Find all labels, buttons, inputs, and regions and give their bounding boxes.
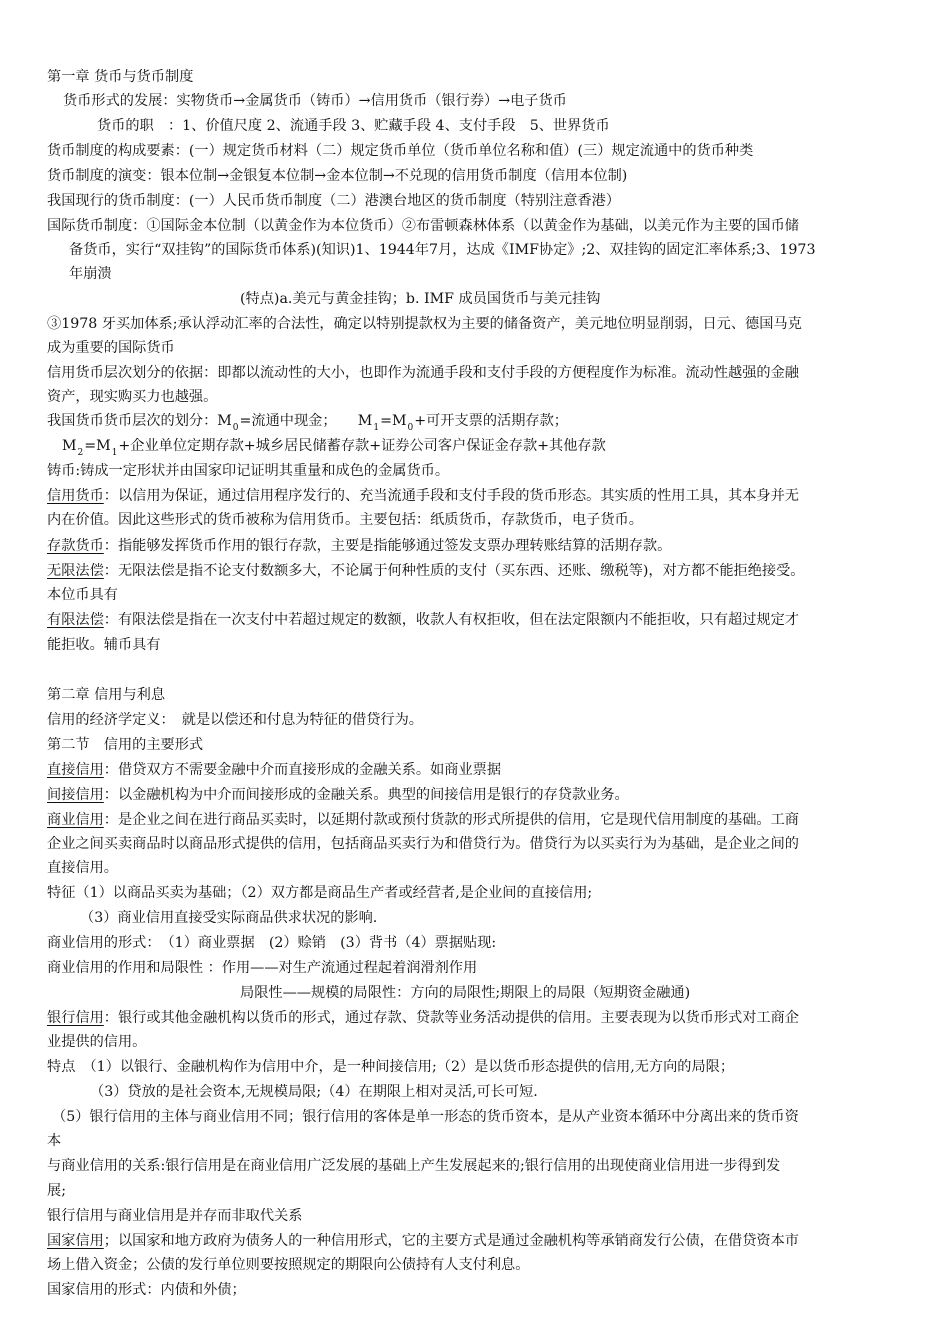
- chapter-2-title: 第二章 信用与利息: [47, 687, 166, 703]
- intl-system-line-3: 年崩溃: [69, 266, 112, 282]
- money-levels-m0-m1: 我国货币货币层次的划分：$M_0=$流通中现金； $M_1=M_0+$可开支票的活期存款；: [47, 413, 568, 433]
- commercial-credit-limits: 局限性——规模的局限性：方向的局限性;期限上的局限（短期资金融通): [240, 985, 691, 1001]
- monetary-system-elements: 货币制度的构成要素：(一）规定货币材料（二）规定货币单位（货币单位名称和值）(三）规定流通中的货币种类: [47, 143, 754, 159]
- relation-line-2: 展;: [47, 1183, 66, 1199]
- limited-legal-tender-note: 能拒收。辅币具有: [47, 637, 161, 653]
- commercial-features-1: 特征（1）以商品买卖为基础；（2）双方都是商品生产者或经营者,是企业间的直接信用;: [47, 885, 593, 901]
- bank-features-3b: 本: [47, 1133, 62, 1149]
- jamaica-system-line-2: 成为重要的国际货币: [47, 340, 175, 356]
- term-limited-legal-tender: 有限法偿: [47, 612, 104, 628]
- section-2-title: 第二节 信用的主要形式: [47, 737, 204, 753]
- money-functions-line: 货币的职 ：1、价值尺度 2、流通手段 3、贮藏手段 4、支付手段 5、世界货币: [97, 118, 610, 134]
- state-credit-forms: 国家信用的形式：内债和外债；: [47, 1282, 246, 1298]
- term-unlimited-legal-tender: 无限法偿: [47, 563, 104, 579]
- deposit-money-line: 存款货币：指能够发挥货币作用的银行存款，主要是指能够通过签发支票办理转账结算的活期存款。: [47, 538, 672, 554]
- money-levels-basis-1: 信用货币层次划分的依据：即都以流动性的大小，也即作为流通手段和支付手段的方便程度作为标准。流动性越强的金融: [47, 365, 799, 381]
- bank-features-2: （3）贷放的是社会资本,无规模局限;（4）在期限上相对灵活,可长可短.: [90, 1084, 538, 1100]
- commercial-features-2: （3）商业信用直接受实际商品供求状况的影响.: [80, 910, 378, 926]
- term-bank-credit: 银行信用: [47, 1010, 104, 1026]
- credit-economic-definition: 信用的经济学定义： 就是以偿还和付息为特征的借贷行为。: [47, 712, 423, 728]
- indirect-credit-line: 间接信用：以金融机构为中介而间接形成的金融关系。典型的间接信用是银行的存贷款业务。: [47, 787, 629, 803]
- limited-legal-tender-line: 有限法偿：有限法偿是指在一次支付中若超过规定的数额，收款人有权拒收，但在法定限额内不能拒收，只有超过规定才: [47, 612, 799, 628]
- credit-money-line-2: 内在价值。因此这些形式的货币被称为信用货币。主要包括：纸质货币，存款货币，电子货币。: [47, 512, 643, 528]
- jamaica-system-line-1: ③1978 牙买加体系;承认浮动汇率的合法性，确定以特别提款权为主要的储备资产，美元地位明显削弱，日元、德国马克: [47, 316, 802, 332]
- unlimited-legal-tender-note: 本位币具有: [47, 587, 118, 603]
- bank-features-1: 特点 （1）以银行、金融机构作为信用中介，是一种间接信用;（2）是以货币形态提供的信用,无方向的局限；: [47, 1059, 735, 1075]
- intl-system-line-1: 国际货币制度：①国际金本位制（以黄金作为本位货币）②布雷顿森林体系（以黄金作为基础，以美元作为主要的国币储: [47, 218, 799, 234]
- intl-system-features: (特点)a.美元与黄金挂钩；b. IMF 成员国货币与美元挂钩: [240, 291, 601, 307]
- current-monetary-system: 我国现行的货币制度：(一）人民币货币制度（二）港澳台地区的货币制度（特别注意香港）: [47, 193, 621, 209]
- commercial-credit-line-3: 直接信用。: [47, 860, 118, 876]
- term-direct-credit: 直接信用: [47, 762, 104, 778]
- chapter-1-title: 第一章 货币与货币制度: [47, 69, 194, 85]
- money-levels-basis-2: 资产，现实购买力也越强。: [47, 389, 218, 405]
- term-deposit-money: 存款货币: [47, 538, 104, 554]
- state-credit-line-1: 国家信用；以国家和地方政府为债务人的一种信用形式，它的主要方式是通过金融机构等承销商发行公债，在借贷资本市: [47, 1233, 799, 1249]
- commercial-credit-line-2: 企业之间买卖商品时以商品形式提供的信用，包括商品买卖行为和借贷行为。借贷行为以买卖行为为基础，是企业之间的: [47, 836, 799, 852]
- term-credit-money: 信用货币: [47, 488, 104, 504]
- state-credit-line-2: 场上借入资金；公债的发行单位则要按照规定的期限向公债持有人支付利息。: [47, 1257, 530, 1273]
- unlimited-legal-tender-line: 无限法偿：无限法偿是指不论支付数额多大，不论属于何种性质的支付（买东西、还账、缴税等)，对方都不能拒绝接受。: [47, 563, 805, 579]
- bank-features-3a: （5）银行信用的主体与商业信用不同；银行信用的客体是单一形态的货币资本，是从产业资本循环中分离出来的货币资: [52, 1109, 799, 1125]
- intl-system-line-2: 备货币，实行“双挂钩”的国际货币体系)(知识)1、1944年7月，达成《IMF协定》;2、双挂钩的固定汇率体系;3、1973: [69, 242, 816, 258]
- commercial-credit-line-1: 商业信用：是企业之间在进行商品买卖时，以延期付款或预付货款的形式所提供的信用，它是现代信用制度的基础。工商: [47, 812, 799, 828]
- commercial-credit-role: 商业信用的作用和局限性 ：作用——对生产流通过程起着润滑剂作用: [47, 960, 478, 976]
- bank-credit-line-2: 业提供的信用。: [47, 1034, 147, 1050]
- term-state-credit: 国家信用: [47, 1233, 104, 1249]
- term-indirect-credit: 间接信用: [47, 787, 104, 803]
- monetary-system-evolution: 货币制度的演变：银本位制→金银复本位制→金本位制→不兑现的信用货币制度（信用本位制): [47, 168, 628, 184]
- coin-definition: 铸币:铸成一定形状并由国家印记证明其重量和成色的金属货币。: [47, 463, 450, 479]
- coexist-line: 银行信用与商业信用是并存而非取代关系: [47, 1208, 303, 1224]
- commercial-credit-forms: 商业信用的形式： （1）商业票据 (2）赊销 (3）背书（4）票据贴现:: [47, 935, 497, 951]
- money-forms-line: 货币形式的发展：实物货币→金属货币（铸币）→信用货币（银行券）→电子货币: [63, 93, 567, 109]
- term-commercial-credit: 商业信用: [47, 812, 104, 828]
- money-levels-m2: $M_2=M_1+$企业单位定期存款+城乡居民储蓄存款+证券公司客户保证金存款+其他存款: [62, 438, 606, 458]
- relation-line-1: 与商业信用的关系:银行信用是在商业信用广泛发展的基础上产生发展起来的;银行信用的出现使商业信用进一步得到发: [47, 1158, 781, 1174]
- direct-credit-line: 直接信用：借贷双方不需要金融中介而直接形成的金融关系。如商业票据: [47, 762, 502, 778]
- bank-credit-line-1: 银行信用：银行或其他金融机构以货币的形式，通过存款、贷款等业务活动提供的信用。主要表现为以货币形式对工商企: [47, 1010, 799, 1026]
- credit-money-line-1: 信用货币：以信用为保证，通过信用程序发行的、充当流通手段和支付手段的货币形态。其实质的性用工具，其本身并无: [47, 488, 799, 504]
